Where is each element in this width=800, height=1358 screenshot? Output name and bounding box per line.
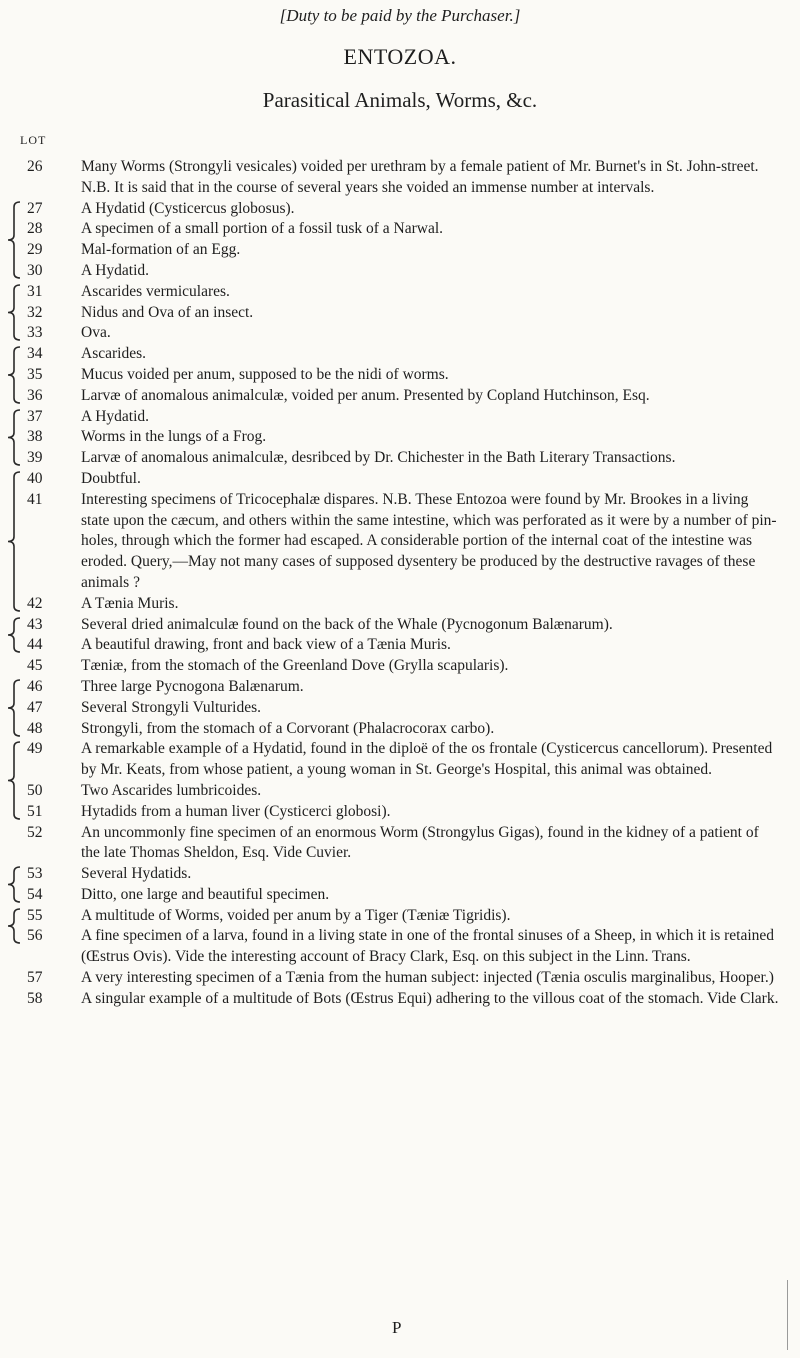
lot-entry	[0, 698, 800, 719]
lot-entry	[0, 781, 800, 802]
lot-entry	[0, 407, 800, 428]
lot-description: Several dried animalculæ found on the back of the Whale (Pycnogonum Balænarum).	[81, 615, 613, 633]
lot-description: Worms in the lungs of a Frog.	[81, 428, 267, 446]
lot-number: 55	[27, 906, 43, 924]
lot-entry	[0, 656, 800, 677]
lot-entry	[0, 926, 800, 968]
lot-description: Several Strongyli Vulturides.	[81, 698, 262, 716]
lot-entry	[0, 303, 800, 324]
lot-description: Ascarides vermiculares.	[81, 282, 230, 300]
lot-number: 32	[27, 303, 43, 321]
lot-description: A multitude of Worms, voided per anum by a Tiger (Tæniæ Tigridis).	[81, 906, 511, 924]
lot-description: Strongyli, from the stomach of a Corvorant (Phalacrocorax carbo).	[81, 719, 495, 737]
lot-description: Ova.	[81, 324, 111, 342]
lot-number: 42	[27, 594, 43, 612]
lot-entry	[0, 386, 800, 407]
lot-description: A specimen of a small portion of a fossil tusk of a Narwal.	[81, 220, 444, 238]
lot-description: Ditto, one large and beautiful specimen.	[81, 885, 330, 903]
lot-description: A beautiful drawing, front and back view of a Tænia Muris.	[81, 636, 451, 654]
lot-entry	[0, 448, 800, 469]
lot-entry	[0, 469, 800, 490]
lot-number: 34	[27, 345, 43, 363]
lot-entry	[0, 615, 800, 636]
lot-entry	[0, 157, 800, 199]
lot-number: 46	[27, 677, 43, 695]
lot-description: Mucus voided per anum, supposed to be the nidi of worms.	[81, 365, 449, 383]
lot-entry	[0, 282, 800, 303]
lot-description: Doubtful.	[81, 469, 141, 487]
lot-number: 49	[27, 740, 43, 758]
lot-number: 51	[27, 802, 43, 820]
lot-description: A Hydatid.	[81, 407, 150, 425]
lot-number: 43	[27, 615, 43, 633]
lot-description: Larvæ of anomalous animalculæ, voided per anum. Presented by Copland Hutchinson, Esq.	[81, 386, 650, 404]
lot-number: 57	[27, 969, 43, 987]
lot-number: 50	[27, 781, 43, 799]
lot-description: A fine specimen of a larva, found in a living state in one of the frontal sinuses of a Sheep, in which it is retained (Œstrus Ovis). Vide the interesting account of Bracy Clark, Esq. on this subject in the Linn. Trans.	[81, 927, 775, 966]
signature-mark: P	[392, 1318, 402, 1337]
lot-entry	[0, 906, 800, 927]
lot-number: 36	[27, 386, 43, 404]
lot-entry	[0, 261, 800, 282]
lot-number: 54	[27, 885, 43, 903]
lot-entry	[0, 323, 800, 344]
lot-entry	[0, 490, 800, 594]
lot-description: A very interesting specimen of a Tænia from the human subject: injected (Tænia osculis marginalibus, Hooper.)	[81, 969, 774, 987]
lot-description: A Hydatid.	[81, 261, 150, 279]
lot-description: Several Hydatids.	[81, 865, 192, 883]
lot-description: A remarkable example of a Hydatid, found in the diploë of the os frontale (Cysticercus cancellorum). Presented by Mr. Keats, from whose patient, a young woman in St. George's Hospital, this animal was obtained.	[81, 740, 773, 779]
lot-entry	[0, 802, 800, 823]
lot-entry	[0, 594, 800, 615]
lot-number: 53	[27, 865, 43, 883]
lot-entry	[0, 864, 800, 885]
lot-number: 33	[27, 324, 43, 342]
lot-number: 56	[27, 927, 43, 945]
lot-number: 47	[27, 698, 43, 716]
lot-description: A Hydatid (Cysticercus globosus).	[81, 199, 295, 217]
lot-entry	[0, 677, 800, 698]
lot-number: 27	[27, 199, 43, 217]
lot-entry	[0, 968, 800, 989]
lot-number: 48	[27, 719, 43, 737]
page-title: ENTOZOA.	[343, 44, 457, 69]
lot-description: Larvæ of anomalous animalculæ, desribced by Dr. Chichester in the Bath Literary Transactions.	[81, 449, 676, 467]
lot-description: Nidus and Ova of an insect.	[81, 303, 254, 321]
lot-list	[0, 157, 800, 1010]
lot-entry	[0, 719, 800, 740]
lot-entry	[0, 219, 800, 240]
lot-entry	[0, 240, 800, 261]
lot-number: 41	[27, 490, 43, 508]
lot-entry	[0, 989, 800, 1010]
page-subtitle: Parasitical Animals, Worms, &c.	[262, 88, 538, 112]
lot-description: Three large Pycnogona Balænarum.	[81, 677, 304, 695]
lot-description: An uncommonly fine specimen of an enormous Worm (Strongylus Gigas), found in the kidney of a patient of the late Thomas Sheldon, Esq. Vide Cuvier.	[81, 823, 759, 862]
lot-description: Many Worms (Strongyli vesicales) voided per urethram by a female patient of Mr. Burnet's in St. John-street. N.B. It is said that in the course of several years she voided an immense number at intervals.	[81, 158, 759, 196]
lot-column-heading: LOT	[20, 133, 47, 147]
lot-number: 29	[27, 241, 43, 259]
lot-number: 38	[27, 428, 43, 446]
lot-number: 28	[27, 220, 43, 238]
lot-number: 45	[27, 657, 43, 675]
lot-number: 44	[27, 636, 43, 654]
lot-description: A singular example of a multitude of Bots (Œstrus Equi) adhering to the villous coat of the stomach. Vide Clark.	[81, 989, 779, 1007]
lot-number: 30	[27, 261, 43, 279]
lot-number: 52	[27, 823, 43, 841]
lot-entry	[0, 199, 800, 220]
lot-number: 58	[27, 989, 43, 1007]
lot-number: 40	[27, 469, 43, 487]
lot-description: Ascarides.	[81, 345, 146, 363]
lot-entry	[0, 885, 800, 906]
lot-description: A Tænia Muris.	[81, 594, 179, 612]
lot-entry	[0, 739, 800, 781]
lot-description: Hytadids from a human liver (Cysticerci globosi).	[81, 802, 391, 820]
lot-number: 26	[27, 158, 43, 175]
lot-description: Tæniæ, from the stomach of the Greenland Dove (Grylla scapularis).	[81, 657, 509, 675]
lot-entry	[0, 427, 800, 448]
lot-number: 37	[27, 407, 43, 425]
lot-description: Two Ascarides lumbricoides.	[81, 781, 262, 799]
page-edge-line	[787, 1280, 788, 1350]
lot-entry	[0, 365, 800, 386]
lot-entry	[0, 635, 800, 656]
lot-number: 39	[27, 449, 43, 467]
lot-description: Interesting specimens of Tricocephalæ dispares. N.B. These Entozoa were found by Mr. Brookes in a living state upon the cæcum, and others within the same intestine, which was perforated as it were by a number of pin-holes, through which the former had escaped. A considerable portion of the internal coat of the intestine was eroded. Query,—May not many cases of supposed dysentery be produced by the destructive ravages of these animals ?	[81, 490, 777, 591]
lot-description: Mal-formation of an Egg.	[81, 241, 241, 259]
lot-entry	[0, 823, 800, 865]
lot-number: 31	[27, 282, 43, 300]
lot-number: 35	[27, 365, 43, 383]
duty-note: [Duty to be paid by the Purchaser.]	[279, 6, 521, 25]
lot-entry	[0, 344, 800, 365]
